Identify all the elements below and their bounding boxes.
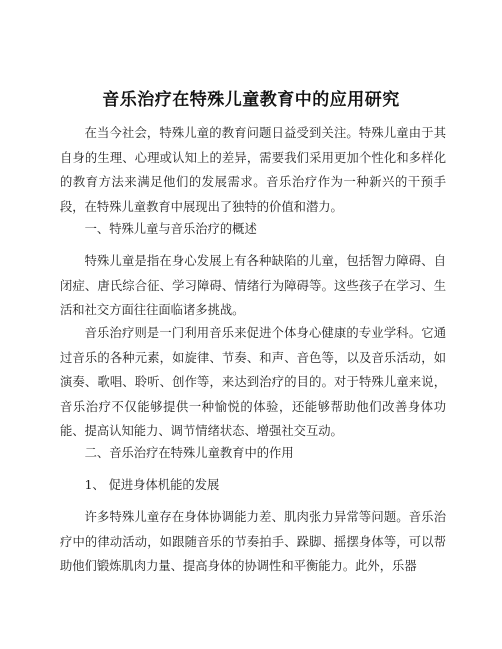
section-2-heading: 二、音乐治疗在特殊儿童教育中的作用 xyxy=(84,446,294,460)
section-2-sub-1-paragraph: 许多特殊儿童存在身体协调能力差、肌肉张力异常等问题。音乐治疗中的律动活动，如跟随音乐的节奏拍手、跺脚、摇摆身体等，可以帮助他们锻炼肌肉力量、提高身体的协调性和平衡能力。此外，乐器 xyxy=(60,510,446,573)
section-1-paragraph-2: 音乐治疗则是一门利用音乐来促进个体身心健康的专业学科。它通过音乐的各种元素，如旋律、节奏、和声、音色等，以及音乐活动，如演奏、歌唱、聆听、创作等，来达到治疗的目的。对于特殊儿童来说，音乐治疗不仅能够提供一种愉悦的体验，还能够帮助他们改善身体功能、提高认知能力、调节情绪状态、增强社交互动。 xyxy=(60,326,446,438)
section-1-paragraph-1: 特殊儿童是指在身心发展上有各种缺陷的儿童，包括智力障碍、自闭症、唐氏综合征、学习障碍、情绪行为障碍等。这些孩子在学习、生活和社交方面往往面临诸多挑战。 xyxy=(60,254,446,317)
section-1-heading: 一、特殊儿童与音乐治疗的概述 xyxy=(84,222,257,236)
intro-paragraph: 在当今社会，特殊儿童的教育问题日益受到关注。特殊儿童由于其自身的生理、心理或认知上的差异，需要我们采用更加个性化和多样化的教育方法来满足他们的发展需求。音乐治疗作为一种新兴的干预手段，在特殊儿童教育中展现出了独特的价值和潜力。 xyxy=(60,126,446,214)
document-title: 音乐治疗在特殊儿童教育中的应用研究 xyxy=(102,90,400,110)
section-2-subheading-1: 1、 促进身体机能的发展 xyxy=(84,478,220,492)
